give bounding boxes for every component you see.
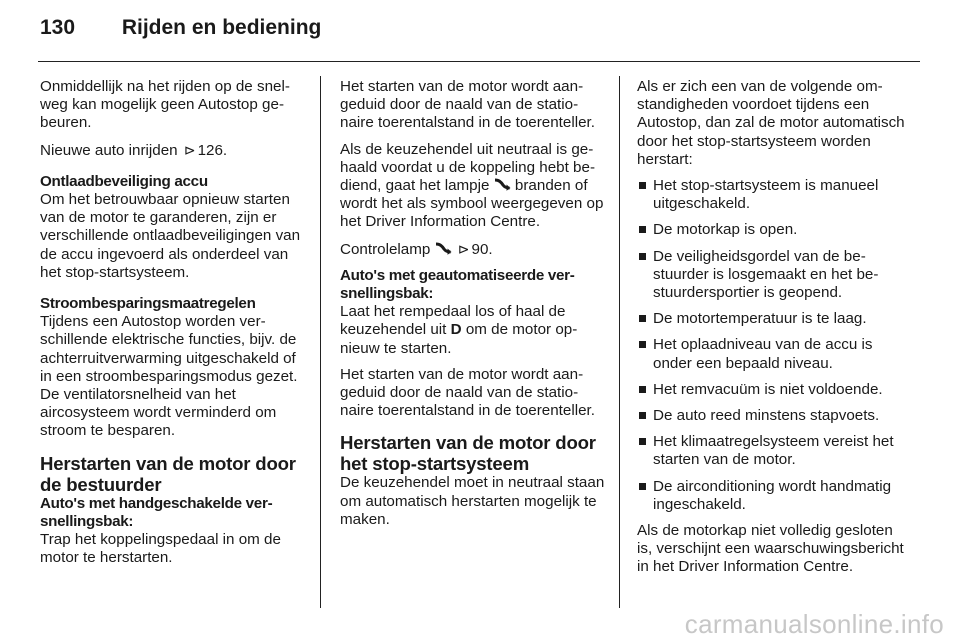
cross-reference-arrow-icon: ⊳ (457, 240, 470, 257)
subheading: Auto's met handgeschakelde versnellingsbak: (40, 494, 273, 530)
paragraph: Nieuwe auto inrijden ⊳ 126. (40, 141, 228, 159)
gear-letter: D (450, 321, 462, 339)
restart-conditions-list (637, 177, 905, 514)
column-1 (40, 78, 308, 575)
list-item: De airconditioning wordt handmatig ingeschakeld. (637, 478, 905, 514)
autostop-indicator-icon (435, 242, 452, 255)
list-item: Het stop-startsysteem is manueel uitgeschakeld. (637, 177, 905, 213)
bullet-icon (639, 412, 646, 419)
header-divider (38, 61, 920, 62)
paragraph: Als er zich een van de volgende omstandigheden voordoet tijdens een Autostop, dan zal de motor automatisch door het stop-startsysteem worden herstart: (637, 78, 905, 168)
section-heading: Herstarten van de motor door het stop-startsysteem (340, 432, 596, 475)
bullet-icon (639, 341, 646, 348)
bullet-icon (639, 386, 646, 393)
paragraph: Als de keuzehendel uit neutraal is gehaald voordat u de koppeling hebt bediend, gaat het lampje branden of wordt het als symbool weergegeven op het Driver Information Centre. (340, 140, 604, 231)
column-divider (320, 76, 321, 608)
section-power-saving: Stroombesparingsmaatregelen Tijdens een Autostop worden verschillende elektrische functies, bijv. de achterruitverwarming uitgeschakeld of in een stroombesparingsmodus gezet. De ventilatorsnelheid van het aircosysteem wordt verminderd om stroom te besparen. (40, 295, 308, 441)
section-heading: Herstarten van de motor door de bestuurder (40, 452, 296, 495)
paragraph: Controlelamp ⊳ 90. (340, 240, 493, 258)
list-item: Het klimaatregelsysteem vereist het starten van de motor. (637, 433, 905, 469)
autostop-indicator-icon (494, 178, 511, 191)
page-number: 130 (40, 16, 76, 39)
bullet-icon (639, 315, 646, 322)
paragraph: Als de motorkap niet volledig gesloten is, verschijnt een waarschuwingsbericht in het Driver Information Centre. (637, 522, 904, 576)
cross-reference-arrow-icon: ⊳ (183, 141, 196, 158)
bullet-icon (639, 226, 646, 233)
column-3 (637, 78, 905, 585)
list-item: Het oplaadniveau van de accu is onder een bepaald niveau. (637, 336, 905, 372)
page-reference[interactable]: 90. (471, 240, 493, 258)
column-divider (619, 76, 620, 608)
list-item: Het remvacuüm is niet voldoende. (637, 381, 905, 399)
bullet-icon (639, 182, 646, 189)
paragraph: Het starten van de motor wordt aangeduid door de naald van de stationaire toerentalstand in de toerenteller. (340, 78, 595, 132)
subheading: Ontlaadbeveiliging accu (40, 172, 208, 190)
bullet-icon (639, 438, 646, 445)
subheading: Stroombesparingsmaatregelen (40, 295, 256, 313)
subheading: Auto's met geautomatiseerde versnellingsbak: (340, 266, 575, 303)
bullet-icon (639, 483, 646, 490)
paragraph: Het starten van de motor wordt aangeduid door de naald van de stationaire toerentalstand in de toerenteller. (340, 365, 595, 420)
list-item: De auto reed minstens stapvoets. (637, 407, 905, 425)
list-item: De veiligheidsgordel van de bestuurder is losgemaakt en het bestuurdersportier is geopend. (637, 248, 905, 303)
section-manual-gearbox: Auto's met handgeschakelde versnellingsbak: Trap het koppelingspedaal in om de motor te herstarten. (40, 495, 308, 568)
bullet-icon (639, 253, 646, 260)
paragraph: Onmiddellijk na het rijden op de snelweg kan mogelijk geen Autostop gebeuren. (40, 78, 290, 132)
section-automated-gearbox: Auto's met geautomatiseerde versnellingsbak: Laat het rempedaal los of haal de keuzehendel uit D om de motor opnieuw te starten. (340, 267, 605, 358)
column-2 (340, 78, 605, 537)
paragraph: De keuzehendel moet in neutraal staan om automatisch herstarten mogelijk te maken. (340, 474, 605, 528)
watermark: carmanualsonline.info (684, 609, 944, 639)
page-title: Rijden en bediening (121, 16, 322, 39)
list-item: De motortemperatuur is te laag. (637, 310, 905, 328)
list-item: De motorkap is open. (637, 221, 905, 239)
page-reference[interactable]: 126. (197, 141, 228, 159)
section-battery-protection: Ontlaadbeveiliging accu Om het betrouwbaar opnieuw starten van de motor te garanderen, zijn er verschillende ontlaadbeveiligingen van de accu ingevoerd als onderdeel van het stop-startsysteem. (40, 173, 308, 282)
page-header (40, 16, 321, 40)
